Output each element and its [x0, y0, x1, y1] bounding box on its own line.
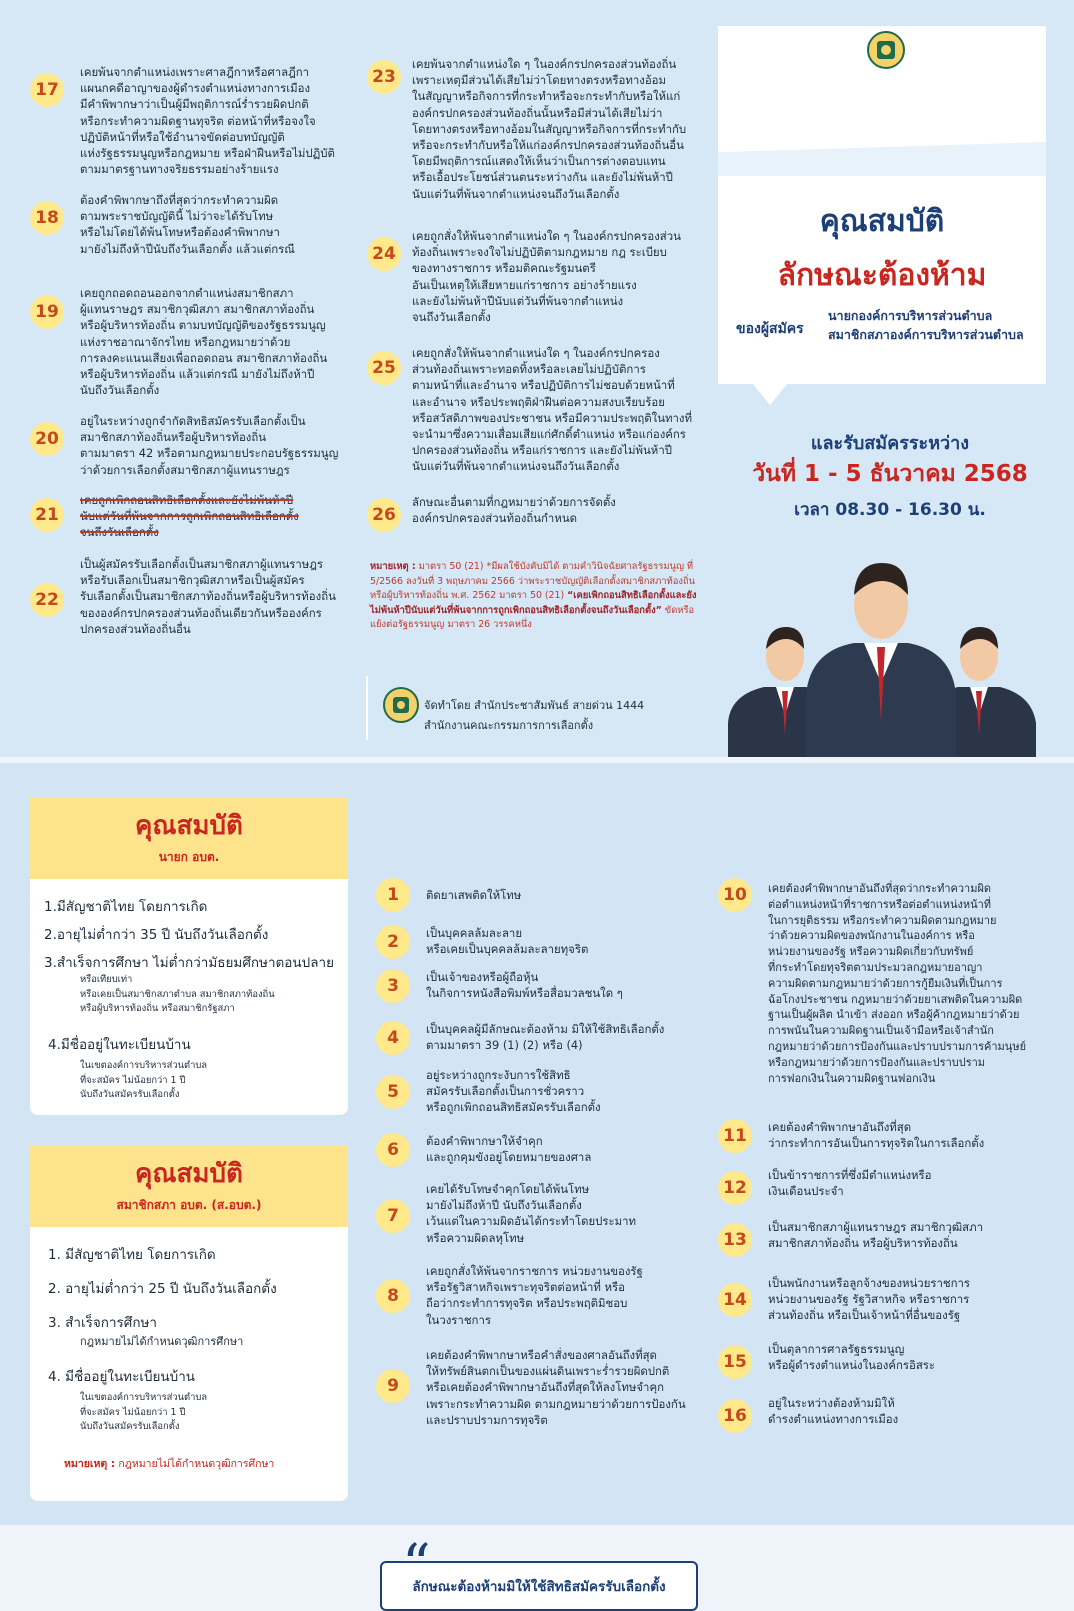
- item-number: 5: [376, 1075, 410, 1109]
- mayor-qual-item: 1.มีสัญชาติไทย โดยการเกิด: [44, 899, 208, 915]
- member-qual-item: 3. สำเร็จการศึกษา: [48, 1315, 157, 1331]
- item-text: ต้องคำพิพากษาถึงที่สุดว่ากระทำความผิด ตามพระราชบัญญัตินี้ ไม่ว่าจะได้รับโทษ หรือไม่โดยได้พ้นโทษหรือต้องคำพิพากษา มายังไม่ถึงห้าปีนับถึงวันเลือกตั้ง แล้วแต่กรณี: [80, 193, 295, 256]
- footer-credit: [424, 696, 644, 736]
- item-number: 22: [30, 583, 64, 617]
- item-text: เป็นตุลาการศาลรัฐธรรมนูญ หรือผู้ดำรงตำแหน่งในองค์กรอิสระ: [768, 1342, 936, 1373]
- footer-line2: สำนักงานคณะกรรมการการเลือกตั้ง: [424, 719, 594, 732]
- position-mayor: นายกองค์การบริหารส่วนตำบล: [828, 308, 993, 323]
- item-number: 9: [376, 1369, 410, 1403]
- mayor-card-title: คุณสมบัติ: [135, 811, 243, 841]
- item-text: อยู่ในระหว่างต้องห้ามมิให้ ดำรงตำแหน่งทางการเมือง: [768, 1396, 899, 1427]
- bottom-panel: [0, 763, 1074, 1595]
- item-text: เคยถูกสั่งให้พ้นจากตำแหน่งใด ๆ ในองค์กรปกครองส่วน ท้องถิ่นเพราะจงใจไม่ปฏิบัติตามกฎหมาย กฎ ระเบียบ ของทางราชการ หรือมติคณะรัฐมนตรี อันเป็นเหตุให้เสียหายแก่ราชการ อย่างร้ายแรง และยังไม่พ้นห้าปีนับแต่วันที่พ้นจากตำแหน่ง จนถึงวันเลือกตั้ง: [412, 229, 681, 325]
- member-edu-note: กฎหมายไม่ได้กำหนดวุฒิการศึกษา: [80, 1335, 244, 1348]
- title-of-applicant: ของผู้สมัคร: [736, 321, 804, 337]
- member-qual-item: 4. มีชื่ออยู่ในทะเบียนบ้าน: [48, 1369, 196, 1385]
- item-number: 18: [30, 201, 64, 235]
- item-number: 25: [367, 351, 401, 385]
- item-number: 1: [376, 878, 410, 912]
- item-text-struck: เคยถูกเพิกถอนสิทธิเลือกตั้งและยังไม่พ้นห้าปี นับแต่วันที่พ้นจากการถูกเพิกถอนสิทธิเลือกตั้ง จนถึงวันเลือกตั้ง: [80, 493, 299, 540]
- remark-label: หมายเหตุ :: [370, 561, 416, 572]
- candidates-illustration: [724, 545, 1040, 757]
- item-text: เป็นข้าราชการที่ซึ่งมีตำแหน่งหรือ เงินเดือนประจำ: [768, 1168, 932, 1199]
- mayor-qual-item: 2.อายุไม่ต่ำกว่า 35 ปี นับถึงวันเลือกตั้ง: [44, 927, 269, 943]
- title-qualification: คุณสมบัติ: [819, 204, 945, 239]
- mayor-qual-item: 4.มีชื่ออยู่ในทะเบียนบ้าน: [48, 1037, 191, 1053]
- member-remark-label: หมายเหตุ :: [64, 1458, 116, 1470]
- top-panel: [0, 0, 1074, 757]
- item-number: 17: [30, 73, 64, 107]
- item-text: เป็นผู้สมัครรับเลือกตั้งเป็นสมาชิกสภาผู้แทนราษฎร หรือรับเลือกเป็นสมาชิกวุฒิสภาหรือเป็นผู้สมัคร รับเลือกตั้งเป็นสมาชิกสภาท้องถิ่นหรือผู้บริหารท้องถิ่น ขององค์กรปกครองส่วนท้องถิ่นเดียวกันหรือองค์กร ปกครองส่วนท้องถิ่นอื่น: [80, 557, 336, 636]
- item-text: เคยต้องคำพิพากษาอันถึงที่สุดว่ากระทำความผิด ต่อตำแหน่งหน้าที่ราชการหรือต่อตำแหน่งหน้าที่ ในการยุติธรรม หรือกระทำความผิดตามกฎหมาย ว่าด้วยความผิดของพนักงานในองค์การ หรือ หน่วยงานของรัฐ หรือความผิดเกี่ยวกับทรัพย์ ที่กระทำโดยทุจริตตามประมวลกฎหมายอาญา ความผิดตามกฎหมายว่าด้วยการกู้ยืมเงินที่เป็นการ ฉ้อโกงประชาชน กฎหมายว่าด้วยยาเสพติดในความผิด ฐานเป็นผู้ผลิต นำเข้า ส่งออก หรือผู้ค้ากฎหมายว่าด้วย การพนันในความผิดฐานเป็นเจ้ามือหรือเจ้าสำนัก กฎหมายว่าด้วยการป้องกันและปราบปรามการค้ามนุษย์ หรือกฎหมายว่าด้วยการป้องกันและปราบปราม การฟอกเงินในความผิดฐานฟอกเงิน: [768, 882, 1027, 1085]
- item-text: เคยถูกถอดถอนออกจากตำแหน่งสมาชิกสภา ผู้แทนราษฎร สมาชิกวุฒิสภา สมาชิกสภาท้องถิ่น หรือผู้บริหารท้องถิ่น ตามบทบัญญัติของรัฐธรรมนูญ แห่งราชอาณาจักรไทย หรือกฎหมายว่าด้วย การลงคะแนนเสียงเพื่อถอดถอน สมาชิกสภาท้องถิ่น หรือผู้บริหารท้องถิ่น แล้วแต่กรณี มายังไม่ถึงห้าปี นับถึงวันเลือกตั้ง: [80, 286, 328, 398]
- prohibitions-heading: ลักษณะต้องห้ามมิให้ใช้สิทธิสมัครรับเลือกตั้ง: [380, 1561, 698, 1611]
- item-text: เคยต้องคำพิพากษาหรือคำสั่งของศาลอันถึงที่สุด ให้ทรัพย์สินตกเป็นของแผ่นดินเพราะร่ำรวยผิดปกติ หรือเคยต้องคำพิพากษาอันถึงที่สุดให้ลงโทษจำคุก เพราะกระทำความผิด ตามกฎหมายว่าด้วยการป้องกัน และปราบปรามการทุจริต: [426, 1348, 686, 1427]
- item-number: 26: [367, 498, 401, 532]
- item-number: 6: [376, 1133, 410, 1167]
- member-card-subtitle: สมาชิกสภา อบต. (ส.อบต.): [116, 1198, 262, 1212]
- item-number: 2: [376, 925, 410, 959]
- title-positions: [828, 306, 1024, 344]
- registration-heading: และรับสมัครระหว่าง: [810, 433, 970, 454]
- ect-logo: [866, 30, 906, 74]
- item-number: 4: [376, 1021, 410, 1055]
- remark-tail: ขัดหรือแย้งต่อรัฐธรรมนูญ มาตรา 26 วรรคหนึ่ง: [370, 604, 695, 631]
- registration-date: วันที่ 1 - 5 ธันวาคม 2568: [752, 461, 1028, 487]
- item-text: ต้องคำพิพากษาให้จำคุก และถูกคุมขังอยู่โดยหมายของศาล: [426, 1134, 592, 1165]
- person-center-icon: [806, 563, 956, 757]
- title-prohibition: ลักษณะต้องห้าม: [777, 258, 987, 293]
- mayor-card-header: [30, 797, 348, 879]
- item-text: อยู่ในระหว่างถูกจำกัดสิทธิสมัครรับเลือกตั้งเป็น สมาชิกสภาท้องถิ่นหรือผู้บริหารท้องถิ่น ตามมาตรา 42 หรือตามกฎหมายประกอบรัฐธรรมนูญ ว่าด้วยการเลือกตั้งสมาชิกสภาผู้แทนราษฎร: [80, 414, 339, 477]
- item-number: 10: [718, 878, 752, 912]
- item-text: เป็นเจ้าของหรือผู้ถือหุ้น ในกิจการหนังสือพิมพ์หรือสื่อมวลชนใด ๆ: [426, 970, 623, 1001]
- footer-line1: จัดทำโดย สำนักประชาสัมพันธ์ สายด่วน 1444: [424, 699, 645, 712]
- mayor-house-note: ในเขตองค์การบริหารส่วนตำบล ที่จะสมัคร ไม่น้อยกว่า 1 ปี นับถึงวันสมัครรับเลือกตั้ง: [80, 1060, 208, 1100]
- item-text: อยู่ระหว่างถูกระงับการใช้สิทธิ สมัครรับเลือกตั้งเป็นการชั่วคราว หรือถูกเพิกถอนสิทธิสมัครรับเลือกตั้ง: [426, 1068, 601, 1115]
- item-text: เคยพ้นจากตำแหน่งเพราะศาลฎีกาหรือศาลฎีกา แผนกคดีอาญาของผู้ดำรงตำแหน่งทางการเมือง มีคำพิพากษาว่าเป็นผู้มีพฤติการณ์ร่ำรวยผิดปกติ หรือกระทำความผิดฐานทุจริต ต่อหน้าที่หรือจงใจ ปฏิบัติหน้าที่หรือใช้อำนาจขัดต่อบทบัญญัติ แห่งรัฐธรรมนูญหรือกฎหมาย หรือฝ่าฝืนหรือไม่ปฏิบัติ ตามมาตรฐานทางจริยธรรมอย่างร้ายแรง: [80, 65, 335, 177]
- member-remark-text: กฎหมายไม่ได้กำหนดวุฒิการศึกษา: [115, 1458, 275, 1470]
- item-number: 21: [30, 498, 64, 532]
- mayor-edu-note: หรือเทียบเท่า หรือเคยเป็นสมาชิกสภาตำบล สมาชิกสภาท้องถิ่น หรือผู้บริหารท้องถิ่น หรือสมาชิกรัฐสภา: [80, 974, 275, 1014]
- item-number: 14: [718, 1283, 752, 1317]
- item-text: เคยได้รับโทษจำคุกโดยได้พ้นโทษ มายังไม่ถึงห้าปี นับถึงวันเลือกตั้ง เว้นแต่ในความผิดอันได้กระทำโดยประมาท หรือความผิดลหุโทษ: [426, 1182, 637, 1245]
- item-number: 24: [367, 237, 401, 271]
- mayor-card-subtitle: นายก อบต.: [158, 850, 220, 864]
- item-number: 20: [30, 422, 64, 456]
- item-text: ลักษณะอื่นตามที่กฎหมายว่าด้วยการจัดตั้ง องค์กรปกครองส่วนท้องถิ่นกำหนด: [412, 495, 616, 526]
- mayor-qualification-card: [30, 797, 348, 1115]
- item-number: 7: [376, 1199, 410, 1233]
- member-house-note: ในเขตองค์การบริหารส่วนตำบล ที่จะสมัคร ไม่น้อยกว่า 1 ปี นับถึงวันสมัครรับเลือกตั้ง: [80, 1392, 208, 1432]
- member-card-header: [30, 1145, 348, 1227]
- item-number: 15: [718, 1345, 752, 1379]
- item-number: 16: [718, 1399, 752, 1433]
- item-text: เคยถูกสั่งให้พ้นจากราชการ หน่วยงานของรัฐ หรือรัฐวิสาหกิจเพราะทุจริตต่อหน้าที่ หรือ ถือว่ากระทำการทุจริต หรือประพฤติมิชอบ ในวงราชการ: [426, 1264, 643, 1327]
- remark-text: มาตรา 50 (21) *มีผลใช้บังคับมิได้ ตามคำวินิจฉัยศาลรัฐธรรมนูญ ที่ 5/2566 ลงวันที่ 3 พฤษภาคม 2566 ว่าพระราชบัญญัติเลือกตั้งสมาชิกสภาท้องถิ่นหรือผู้บริหารท้องถิ่น พ.ศ. 2562 มาตรา 50 (21): [370, 561, 696, 602]
- registration-time: เวลา 08.30 - 16.30 น.: [794, 500, 986, 520]
- item-text: เป็นบุคคลผู้มีลักษณะต้องห้าม มิให้ใช้สิทธิเลือกตั้ง ตามมาตรา 39 (1) (2) หรือ (4): [426, 1022, 665, 1053]
- item-number: 13: [718, 1223, 752, 1257]
- remark-quote: “เคยเพิกถอนสิทธิเลือกตั้งและยังไม่พ้นห้าปีนับแต่วันที่พ้นจากการถูกเพิกถอนสิทธิเลือกตั้งจนถึงวันเลือกตั้ง”: [370, 590, 697, 616]
- position-member: สมาชิกสภาองค์การบริหารส่วนตำบล: [828, 327, 1024, 342]
- item-text: เคยต้องคำพิพากษาอันถึงที่สุด ว่ากระทำการอันเป็นการทุจริตในการเลือกตั้ง: [768, 1120, 985, 1151]
- item-number: 11: [718, 1119, 752, 1153]
- member-card-title: คุณสมบัติ: [135, 1159, 243, 1189]
- item-number: 8: [376, 1279, 410, 1313]
- item-number: 3: [376, 969, 410, 1003]
- bubble-tail: [752, 383, 788, 405]
- ect-logo: [383, 686, 419, 726]
- item-text: เป็นพนักงานหรือลูกจ้างของหน่วยราชการ หน่วยงานของรัฐ รัฐวิสาหกิจ หรือราชการ ส่วนท้องถิ่น หรือเป็นเจ้าหน้าที่อื่นของรัฐ: [768, 1276, 971, 1323]
- member-remark: [64, 1455, 274, 1472]
- remark-note: [370, 560, 704, 633]
- member-qual-item: 1. มีสัญชาติไทย โดยการเกิด: [48, 1247, 216, 1263]
- item-text: ติดยาเสพติดให้โทษ: [426, 888, 522, 902]
- member-qual-item: 2. อายุไม่ต่ำกว่า 25 ปี นับถึงวันเลือกตั้ง: [48, 1281, 277, 1297]
- item-number: 23: [367, 60, 401, 94]
- item-text: เป็นสมาชิกสภาผู้แทนราษฎร สมาชิกวุฒิสภา สมาชิกสภาท้องถิ่น หรือผู้บริหารท้องถิ่น: [768, 1220, 983, 1251]
- item-text: เป็นบุคคลล้มละลาย หรือเคยเป็นบุคคลล้มละลายทุจริต: [426, 926, 589, 957]
- item-text: เคยถูกสั่งให้พ้นจากตำแหน่งใด ๆ ในองค์กรปกครอง ส่วนท้องถิ่นเพราะทอดทิ้งหรือละเลยไม่ปฏิบัติการ ตามหน้าที่และอำนาจ หรือปฏิบัติการไม่ชอบด้วยหน้าที่ และอำนาจ หรือประพฤติฝ่าฝืนต่อความสงบเรียบร้อย หรือสวัสดิภาพของประชาชน หรือมีความประพฤติในทางที่ จะนำมาซึ่งความเสื่อมเสียแก่ศักดิ์ตำแหน่ง หรือแก่องค์กร ปกครองส่วนท้องถิ่น หรือแก่ราชการ และยังไม่พ้นห้าปี นับแต่วันที่พ้นจากตำแหน่งจนถึงวันเลือกตั้ง: [412, 346, 692, 474]
- member-qualification-card: [30, 1145, 348, 1501]
- item-number: 12: [718, 1171, 752, 1205]
- item-number: 19: [30, 295, 64, 329]
- mayor-qual-item: 3.สำเร็จการศึกษา ไม่ต่ำกว่ามัธยมศึกษาตอนปลาย: [44, 955, 334, 971]
- item-text: เคยพ้นจากตำแหน่งใด ๆ ในองค์กรปกครองส่วนท้องถิ่น เพราะเหตุมีส่วนได้เสียไม่ว่าโดยทางตรงหรือทางอ้อม ในสัญญาหรือกิจการที่กระทำหรือจะกระทำกับหรือให้แก่ องค์กรปกครองส่วนท้องถิ่นนั้นหรือมีส่วนได้เสียไม่ว่า โดยทางตรงหรือทางอ้อมในสัญญาหรือกิจการที่กระทำกับ หรือจะกระทำกับหรือให้แก่องค์กรปกครองส่วนท้องถิ่นอื่น โดยมีพฤติการณ์แสดงให้เห็นว่าเป็นการต่างตอบแทน หรือเอื้อประโยชน์ส่วนตนระหว่างกัน และยังไม่พ้นห้าปี นับแต่วันที่พ้นจากตำแหน่งจนถึงวันเลือกตั้ง: [412, 57, 687, 201]
